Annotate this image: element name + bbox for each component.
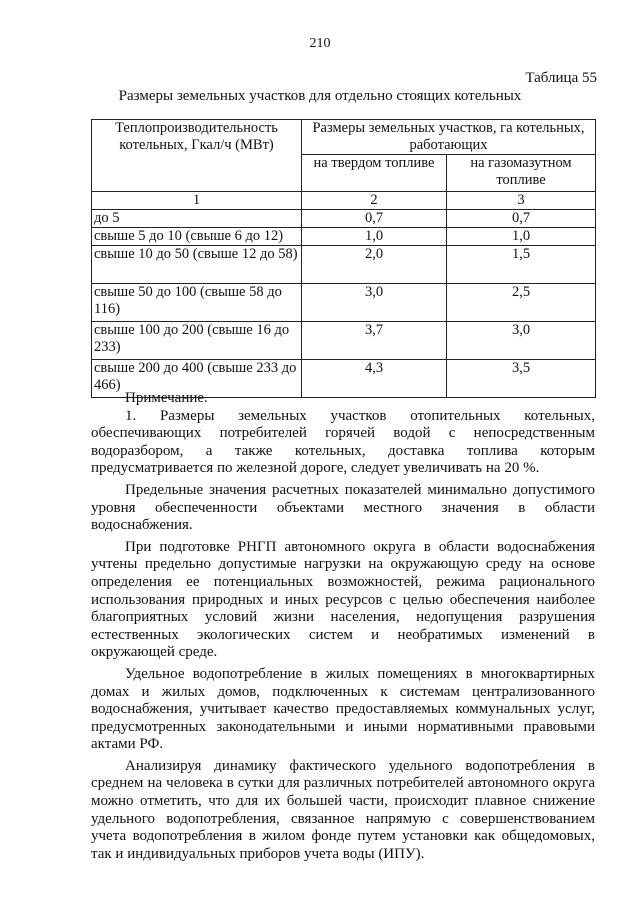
gas-oil-fuel-cell: 2,5 (447, 284, 596, 322)
table-index-row (92, 192, 596, 210)
column-index: 3 (447, 192, 596, 210)
capacity-cell: свыше 100 до 200 (свыше 16 до 233) (92, 322, 302, 360)
column-header-solid-fuel: на твердом топливе (302, 155, 447, 192)
solid-fuel-cell: 0,7 (302, 210, 447, 228)
column-header-gas-oil-fuel: на газомазутном топливе (447, 155, 596, 192)
paragraph: Предельные значения расчетных показателей минимально допустимого уровня обеспеченности объектами местного значения в области водоснабжения. (91, 481, 595, 534)
capacity-cell: свыше 200 до 400 (свыше 233 до 466) (92, 360, 302, 398)
solid-fuel-cell: 2,0 (302, 246, 447, 284)
note-heading: Примечание. (125, 390, 208, 406)
note-item: 1. Размеры земельных участков отопительных котельных, обеспечивающих потребителей горячей водой с непосредственным водоразбором, а также котельных, доставка топлива которым предусматривается по железной дороге, следует увеличивать на 20 %. (91, 407, 595, 477)
table-row (92, 322, 596, 360)
table-row (92, 210, 596, 228)
body-text (91, 390, 595, 863)
land-size-table (91, 119, 596, 398)
solid-fuel-cell: 1,0 (302, 228, 447, 246)
table-row (92, 284, 596, 322)
gas-oil-fuel-cell: 1,0 (447, 228, 596, 246)
table-header-row (92, 120, 596, 155)
paragraph: При подготовке РНГП автономного округа в области водоснабжения учтены предельно допустимые нагрузки на окружающую среду на основе определения ее потенциальных возможностей, режима рационального использования природных и иных ресурсов с целью обеспечения наиболее благоприятных условий жизни населения, недопущения разрушения естественных экологических систем и необратимых изменений в окружающей среде. (91, 538, 595, 661)
table-row (92, 228, 596, 246)
column-index: 1 (92, 192, 302, 210)
page-number: 210 (309, 36, 331, 51)
capacity-cell: свыше 50 до 100 (свыше 58 до 116) (92, 284, 302, 322)
gas-oil-fuel-cell: 3,0 (447, 322, 596, 360)
capacity-cell: до 5 (92, 210, 302, 228)
gas-oil-fuel-cell: 0,7 (447, 210, 596, 228)
solid-fuel-cell: 4,3 (302, 360, 447, 398)
table-row (92, 246, 596, 284)
paragraph: Анализируя динамику фактического удельного водопотребления в среднем на человека в сутки для различных потребителей автономного округа можно отметить, что для их большей части, происходит плавное снижение удельного водопотребления, связанное напрямую с совершенствованием учета водопотребления в жилом фонде путем установки как общедомовых, так и индивидуальных приборов учета воды (ИПУ). (91, 757, 595, 862)
column-header-land-size: Размеры земельных участков, га котельных, работающих (302, 120, 596, 155)
solid-fuel-cell: 3,7 (302, 322, 447, 360)
gas-oil-fuel-cell: 3,5 (447, 360, 596, 398)
gas-oil-fuel-cell: 1,5 (447, 246, 596, 284)
capacity-cell: свыше 5 до 10 (свыше 6 до 12) (92, 228, 302, 246)
solid-fuel-cell: 3,0 (302, 284, 447, 322)
capacity-cell: свыше 10 до 50 (свыше 12 до 58) (92, 246, 302, 284)
paragraph: Удельное водопотребление в жилых помещениях в многоквартирных домах и жилых домов, подключенных к системам централизованного водоснабжения, учитывает качество предоставляемых коммунальных услуг, предусмотренных законодательными и иными нормативными правовыми актами РФ. (91, 665, 595, 753)
table-label: Таблица 55 (525, 70, 597, 86)
column-index: 2 (302, 192, 447, 210)
table-title: Размеры земельных участков для отдельно стоящих котельных (118, 88, 522, 104)
column-header-capacity: Теплопроизводительность котельных, Гкал/ч (МВт) (92, 120, 302, 192)
